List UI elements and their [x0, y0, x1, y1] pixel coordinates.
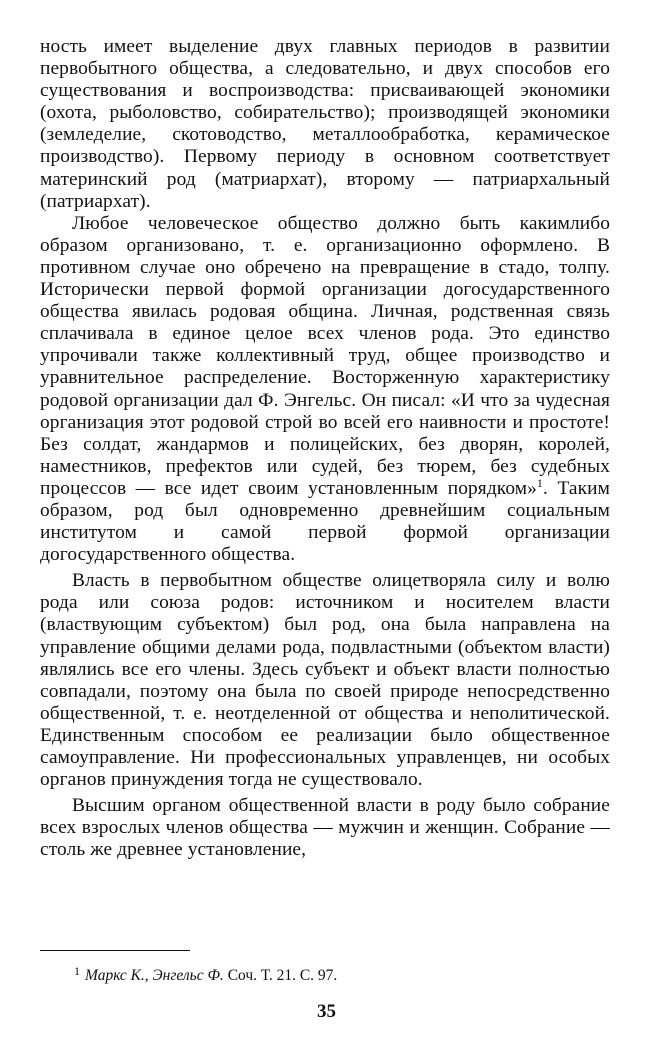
page-body	[40, 36, 610, 861]
paragraph-3: Власть в первобытном обществе олицетворяла силу и волю рода или союза родов: источником и носителем власти (властвующим субъектом) был род, она была направлена на управление общими делами рода, подвластными (объектом власти) являлись все его члены. Здесь субъект и объект власти полностью совпадали, поэтому она была по своей природе непосредственно общественной, т. е. неотделенной от общества и неполитической. Единственным способом ее реализации было общественное самоуправление. Ни профессиональных управленцев, ни особых органов принуждения тогда не существовало.	[40, 570, 610, 791]
paragraph-2	[40, 213, 610, 567]
footnote-divider	[40, 950, 190, 951]
footnote-reference: 1	[536, 475, 544, 490]
footnote-authors: Маркс К., Энгельс Ф.	[85, 967, 224, 984]
paragraph-1: ность имеет выделение двух главных периодов в развитии первобытного общества, а следовательно, и двух способов его существования и воспроизводства: присваивающей экономики (охота, рыболовство, собирательство); производящей экономики (земледелие, скотоводство, металлообработка, керамическое производство). Первому периоду в основном соответствует материнский род (матриархат), второму — патриархальный (патриархат).	[40, 36, 610, 212]
paragraph-2-text: Любое человеческое общество должно быть какимлибо образом организовано, т. е. организационно оформлено. В противном случае оно обречено на превращение в стадо, толпу. Исторически первой формой организации догосударственного общества явилась родовая община. Личная, родственная связь сплачивала в единое целое всех членов рода. Это единство упрочивали также коллективный труд, общее производство и уравнительное распределение. Восторженную характеристику родовой организации дал Ф. Энгельс. Он писал: «И что за чудесная организация этот родовой строй во всей его наивности и простоте! Без солдат, жандармов и полицейских, без дворян, королей, наместников, префектов или судей, без тюрем, без судебных процессов — все идет своим установленным порядком»	[40, 212, 610, 499]
paragraph-4: Высшим органом общественной власти в роду было собрание всех взрослых членов общества — мужчин и женщин. Собрание — столь же древнее установление,	[40, 795, 610, 861]
footnote	[74, 962, 337, 985]
footnote-mark: 1	[74, 964, 80, 978]
footnote-citation: Соч. Т. 21. С. 97.	[227, 967, 338, 984]
paragraph-2-tail: . Таким образом, род был одновременно древнейшим социальным институтом и самой первой формой организации догосударственного общества.	[40, 477, 610, 566]
page-number: 35	[317, 1001, 336, 1022]
